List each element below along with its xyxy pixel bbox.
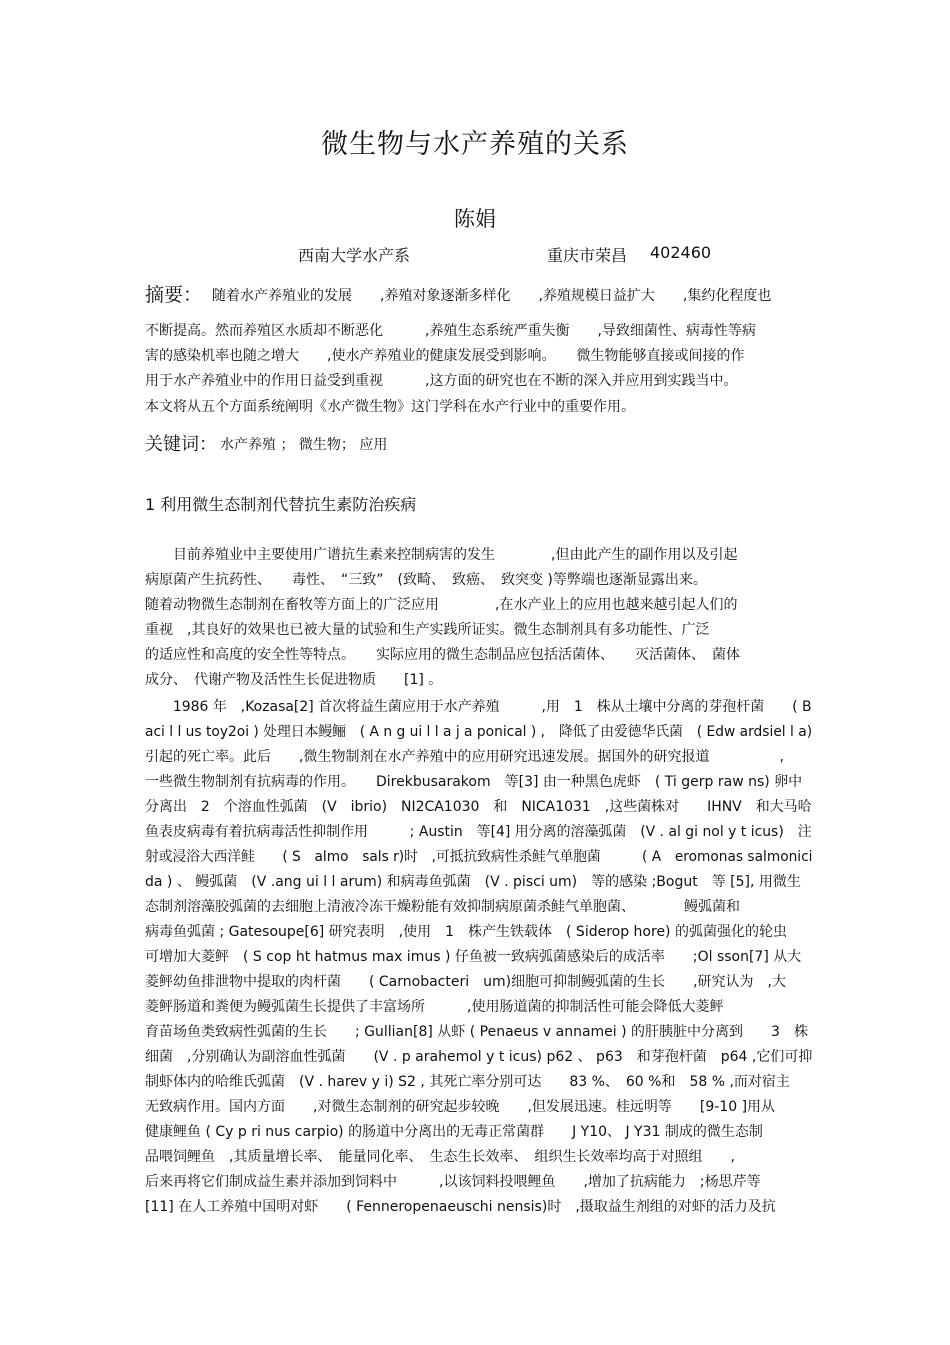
body-line: 病毒鱼弧菌 ; Gatesoupe[6] 研究表明 ,使用 1 株产生铁载体 ( Siderop hore) 的弧菌强化的轮虫: [145, 924, 787, 940]
affiliation-org: 西南大学水产系: [298, 246, 411, 265]
abstract-heading: 摘要：: [145, 284, 203, 306]
paper-title: 微生物与水产养殖的关系: [321, 129, 629, 160]
abstract-line: 不断提高。然而养殖区水质却不断恶化 ,养殖生态系统严重失衡 ,导致细菌性、病毒性等病: [145, 323, 756, 339]
body-line: 目前养殖业中主要使用广谱抗生素来控制病害的发生 ,但由此产生的副作用以及引起: [145, 547, 738, 563]
keywords-text: 水产养殖 ； 微生物； 应用: [220, 437, 388, 453]
abstract-line: 随着水产养殖业的发展 ,养殖对象逐渐多样化 ,养殖规模日益扩大 ,集约化程度也: [212, 288, 772, 304]
abstract-line: 本文将从五个方面系统阐明《水产微生物》这门学科在水产行业中的重要作用。: [145, 399, 635, 415]
body-line: 随着动物微生态制剂在畜牧等方面上的广泛应用 ,在水产业上的应用也越来越引起人们的: [145, 597, 738, 613]
author-name: 陈娟: [454, 207, 496, 231]
body-line: 育苗场鱼类致病性弧菌的生长 ; Gullian[8] 从虾 ( Penaeus v annamei ) 的肝胰脏中分离到 3 株: [145, 1024, 808, 1040]
body-line: 品喂饲鲤鱼 ,其质量增长率、 能量同化率、 生态生长效率、 组织生长效率均高于对照组 ,: [145, 1149, 735, 1165]
body-line: 细菌 ,分别确认为副溶血性弧菌 (V . p arahemol y t icus) p62 、 p63 和芽孢杆菌 p64 ,它们可抑: [145, 1049, 813, 1065]
abstract-line: 用于水产养殖业中的作用日益受到重视 ,这方面的研究也在不断的深入并应用到实践当中。: [145, 373, 738, 389]
body-line: 可增加大菱鲆 ( S cop ht hatmus max imus ) 仔鱼被一致病弧菌感染后的成活率 ;Ol sson[7] 从大: [145, 949, 802, 965]
body-line: 制虾体内的哈维氏弧菌 (V . harev y i) S2 , 其死亡率分别可达 83 %、 60 %和 58 % ,而对宿主: [145, 1074, 790, 1090]
body-line: 态制剂溶藻胶弧菌的去细胞上清液冷冻干燥粉能有效抑制病原菌杀鲑气单胞菌、 鳗弧菌和: [145, 899, 740, 915]
body-line: 无致病作用。国内方面 ,对微生态制剂的研究起步较晚 ,但发展迅速。桂远明等 [9-10 ]用从: [145, 1099, 776, 1115]
body-line: 菱鲆肠道和粪便为鳗弧菌生长提供了丰富场所 ,使用肠道菌的抑制活性可能会降低大菱鲆: [145, 999, 724, 1015]
body-line: 引起的死亡率。此后 ,微生物制剂在水产养殖中的应用研究迅速发展。据国外的研究报道 ,: [145, 749, 784, 765]
body-line: da ) 、 鳗弧菌 (V .ang ui l l arum) 和病毒鱼弧菌 (V . pisci um) 等的感染 ;Bogut 等 [5], 用微生: [145, 874, 801, 890]
body-line: 成分、 代谢产物及活性生长促进物质 [1] 。: [145, 672, 443, 688]
body-line: 菱鲆幼鱼排泄物中提取的肉杆菌 ( Carnobacteri um)细胞可抑制鳗弧菌的生长 ,研究认为 ,大: [145, 974, 786, 990]
body-line: 一些微生物制剂有抗病毒的作用。 Direkbusarakom 等[3] 由一种黑色虎虾 ( Ti gerp raw ns) 卵中: [145, 774, 803, 790]
body-line: 射或浸浴大西洋鲑 ( S almo sals r)时 ,可抵抗致病性杀鲑气单胞菌 ( A eromonas salmonici: [145, 849, 813, 865]
body-line: [11] 在人工养殖中国明对虾 ( Fenneropenaeuschi nensis)时 ,摄取益生剂组的对虾的活力及抗: [145, 1199, 776, 1215]
body-line: 鱼表皮病毒有着抗病毒活性抑制作用 ; Austin 等[4] 用分离的溶藻弧菌 (V . al gi nol y t icus) 注: [145, 824, 812, 840]
body-line: aci l l us toy2oi ) 处理日本鳗鲡 ( A n g ui l l a j a ponical ) , 降低了由爱德华氏菌 ( Edw ardsiel l a): [145, 724, 813, 740]
body-line: 后来再将它们制成益生素并添加到饲料中 ,以该饲料投喂鲤鱼 ,增加了抗病能力 ;杨思芹等: [145, 1174, 761, 1190]
body-line: 分离出 2 个溶血性弧菌 (V ibrio) NI2CA1030 和 NICA1031 ,这些菌株对 IHNV 和大马哈: [145, 799, 812, 815]
affiliation-postcode: 402460: [650, 243, 712, 262]
body-line: 健康鲤鱼 ( Cy p ri nus carpio) 的肠道中分离出的无毒正常菌群 J Y10、 J Y31 制成的微生态制: [145, 1124, 763, 1140]
body-line: 重视 ,其良好的效果也已被大量的试验和生产实践所证实。微生态制剂具有多功能性、广泛: [145, 622, 710, 638]
section-heading: 1 利用微生态制剂代替抗生素防治疾病: [145, 495, 417, 514]
body-line: 1986 年 ,Kozasa[2] 首次将益生菌应用于水产养殖 ,用 1 株从土壤中分离的芽孢杆菌 ( B: [145, 699, 812, 715]
body-line: 病原菌产生抗药性、 毒性、 “三致” (致畸、 致癌、 致突变 )等弊端也逐渐显露出来。: [145, 572, 707, 588]
abstract-line: 害的感染机率也随之增大 ,使水产养殖业的健康发展受到影响。 微生物能够直接或间接的作: [145, 348, 745, 364]
body-line: 的适应性和高度的安全性等特点。 实际应用的微生态制品应包括活菌体、 灭活菌体、 菌体: [145, 647, 740, 663]
keywords-heading: 关键词：: [145, 434, 217, 455]
affiliation-city: 重庆市荣昌: [547, 246, 628, 265]
